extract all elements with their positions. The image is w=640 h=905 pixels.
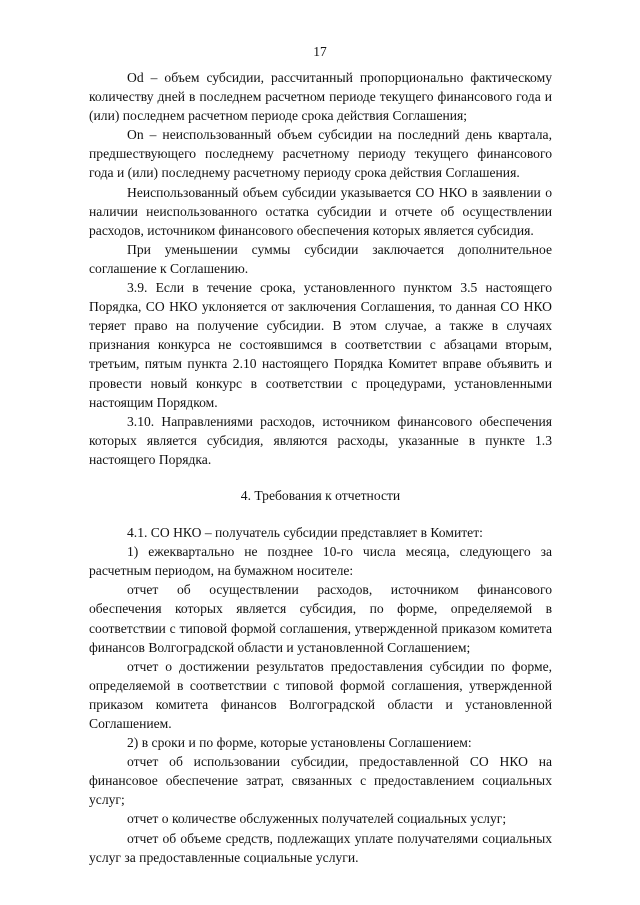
paragraph-results-report: отчет о достижении результатов предоставления субсидии по форме, определяемой в соответствии с типовой формой соглашения, утвержденной приказом комитета финансов Волгоградской области и установленной Соглашением. <box>89 658 552 731</box>
paragraph-funds-report: отчет об объеме средств, подлежащих уплате получателями социальных услуг за предоставленные социальные услуги. <box>89 830 552 865</box>
page-number: 17 <box>313 44 327 59</box>
document-body <box>89 68 552 867</box>
paragraph-3-10: 3.10. Направлениями расходов, источником финансового обеспечения которых является субсидия, являются расходы, указанные в пункте 1.3 настоящего Порядка. <box>89 413 552 467</box>
paragraph-3-9: 3.9. Если в течение срока, установленного пунктом 3.5 настоящего Порядка, СО НКО уклоняется от заключения Соглашения, то данная СО НКО теряет право на получение субсидии. В этом случае, а также в случаях признания конкурса не состоявшимся в соответствии с абзацами вторым, третьим, пятым пункта 2.10 настоящего Порядка Комитет вправе объявить и провести новый конкурс в соответствии с процедурами, установленными настоящим Порядком. <box>89 280 552 410</box>
paragraph-4-1: 4.1. СО НКО – получатель субсидии представляет в Комитет: <box>127 525 483 541</box>
paragraph-item-1: 1) ежеквартально не позднее 10-го числа месяца, следующего за расчетным периодом, на бумажном носителе: <box>89 544 552 579</box>
section-heading: 4. Требования к отчетности <box>240 487 401 503</box>
paragraph-recipients-report: отчет о количестве обслуженных получателей социальных услуг; <box>127 811 507 827</box>
paragraph-od-definition: Od – объем субсидии, рассчитанный пропорционально фактическому количеству дней в последнем расчетном периоде текущего финансового года и (или) последнем расчетном периоде срока действия Соглашения; <box>89 70 552 124</box>
paragraph-on-definition: On – неиспользованный объем субсидии на последний день квартала, предшествующего последнему расчетному периоду текущего финансового года и (или) последнему расчетному периоду срока действия Соглашения. <box>89 127 552 181</box>
paragraph-subsidy-reduction: При уменьшении суммы субсидии заключается дополнительное соглашение к Соглашению. <box>89 241 552 276</box>
paragraph-unused-subsidy: Неиспользованный объем субсидии указывается СО НКО в заявлении о наличии неиспользованного остатка субсидии и отчете об осуществлении расходов, источником финансового обеспечения которых является субсидия. <box>89 184 552 238</box>
paragraph-item-2: 2) в сроки и по форме, которые установлены Соглашением: <box>127 735 472 751</box>
paragraph-expense-report: отчет об осуществлении расходов, источником финансового обеспечения которых является субсидия, по форме, определяемой в соответствии с типовой формой соглашения, утвержденной приказом комитета финансов Волгоградской области и установленной Соглашением; <box>89 582 552 655</box>
paragraph-usage-report: отчет об использовании субсидии, предоставленной СО НКО на финансовое обеспечение затрат, связанных с предоставлением социальных услуг; <box>89 754 552 808</box>
